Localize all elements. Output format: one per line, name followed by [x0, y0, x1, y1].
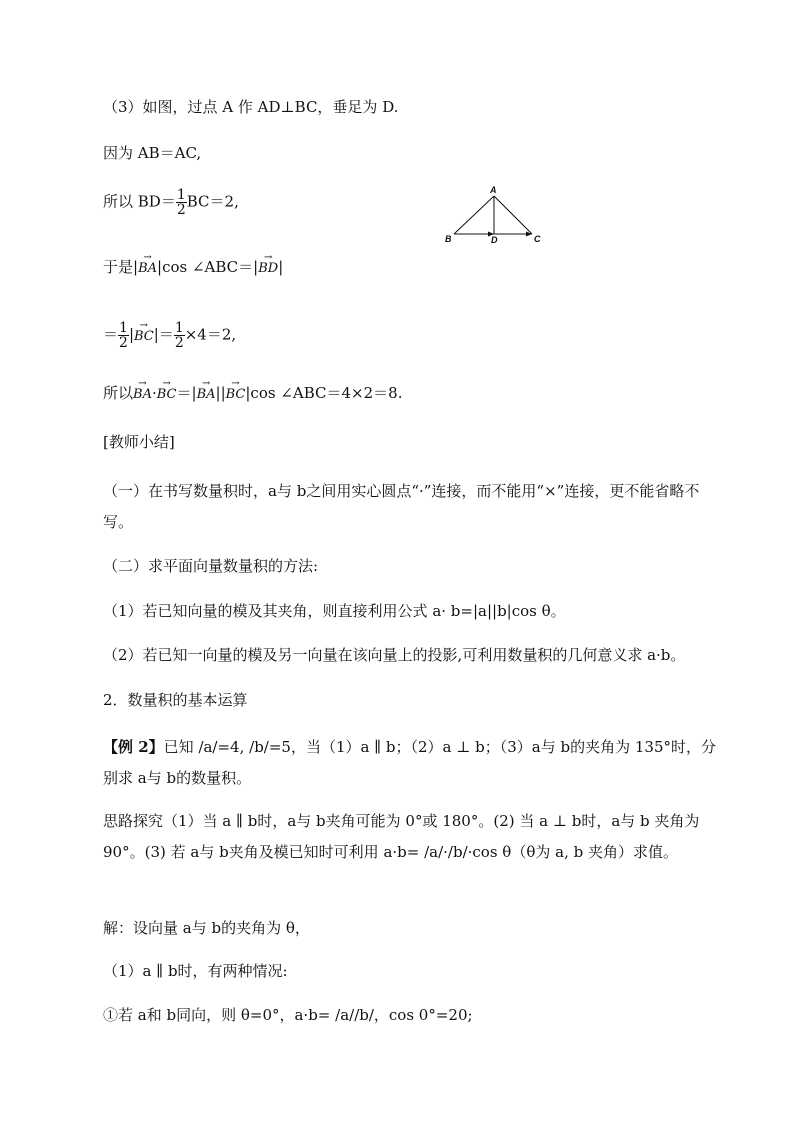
dot-operator: ·	[151, 384, 157, 402]
section-heading: 2．数量积的基本运算	[103, 691, 248, 709]
line-projection-mid: |cos ∠ABC＝|	[157, 258, 259, 276]
example-text: 已知 /a/=4, /b/=5，当（1）a ∥ b；（2）a ⊥ b；（3）a与 b的夹角为 135°时，分别求 a与 b的数量积。	[103, 738, 717, 787]
idea-paragraph: 思路探究（1）当 a ∥ b时，a与 b夹角可能为 0°或 180°。(2) 当 a ⊥ b时，a与 b 夹角为 90°。(3) 若 a与 b夹角及模已知时可利用 a·b= /a/·/b/·cos θ（θ为 a, b 夹角）求值。	[103, 812, 700, 861]
abs-bar: |	[128, 325, 134, 344]
side-ac	[494, 196, 532, 234]
eq-sign: ＝	[103, 325, 119, 344]
line-bd-prefix: 所以 BD＝	[103, 192, 176, 211]
line-half-bc	[103, 321, 236, 350]
line-dot-mid1: ＝|	[176, 384, 197, 402]
example-tag: 【例 2】	[103, 738, 164, 756]
triangle-figure	[440, 183, 544, 247]
line-dot-product	[103, 383, 402, 405]
vector-bc: → BC	[226, 385, 246, 405]
side-ab	[454, 196, 494, 234]
fraction-denominator: 2	[174, 335, 184, 351]
vector-ba: → BA	[133, 385, 152, 405]
fraction-denominator: 2	[119, 335, 128, 351]
line-dot-prefix: 所以	[103, 384, 134, 402]
vector-bd: → BD	[258, 259, 278, 279]
fraction-numerator: 1	[119, 320, 128, 336]
line-ab-ac: 因为 AB＝AC,	[103, 144, 202, 162]
solution-case-1: （1）a ∥ b时，有两种情况:	[103, 962, 288, 980]
example-2	[103, 732, 728, 794]
fraction-half-2	[174, 321, 185, 350]
summary-title: [教师小结]	[103, 433, 175, 451]
fraction-numerator: 1	[174, 320, 184, 336]
arrow-head-c	[526, 232, 532, 237]
vector-bc: → BC	[134, 327, 154, 347]
line-bd	[103, 188, 239, 217]
label-b: B	[445, 234, 452, 244]
summary-point-1: （一）在书写数量积时，a与 b之间用实心圆点“·”连接，而不能用“×”连接，更不能省略不写。	[103, 482, 700, 531]
line-half-suffix: ×4＝2,	[184, 325, 237, 344]
line-dot-suffix: |cos ∠ABC＝4×2＝8.	[245, 384, 403, 402]
label-c: C	[534, 234, 541, 244]
fraction-half-1	[118, 321, 129, 350]
vector-ba: → BA	[197, 385, 216, 405]
line-projection-prefix: 于是|	[103, 258, 139, 276]
summary-point-2: （二）求平面向量数量积的方法:	[103, 557, 319, 575]
fraction-denominator: 2	[176, 202, 186, 218]
line-half-mid: |＝	[153, 325, 174, 344]
line-bd-suffix: BC＝2,	[186, 192, 239, 211]
line-step3: （3）如图，过点 A 作 AD⊥BC，垂足为 D.	[103, 98, 399, 116]
solution-case-1a: ①若 a和 b同向，则 θ=0°，a·b= /a//b/，cos 0°=20;	[103, 1006, 473, 1024]
fraction-half	[176, 188, 187, 217]
line-dot-mid2: ||	[215, 384, 226, 402]
label-d: D	[491, 235, 498, 245]
solution-intro: 解：设向量 a与 b的夹角为 θ，	[103, 919, 310, 937]
label-a: A	[490, 185, 497, 195]
line-projection-suffix: |	[278, 258, 284, 276]
vector-ba: → BA	[138, 259, 157, 279]
fraction-numerator: 1	[176, 187, 186, 203]
line-projection	[103, 257, 283, 279]
method-2: （2）若已知一向量的模及另一向量在该向量上的投影,可利用数量积的几何意义求 a·b。	[103, 646, 686, 664]
method-1: （1）若已知向量的模及其夹角，则直接利用公式 a· b=|a||b|cos θ。	[103, 602, 566, 620]
vector-bc: → BC	[157, 385, 177, 405]
